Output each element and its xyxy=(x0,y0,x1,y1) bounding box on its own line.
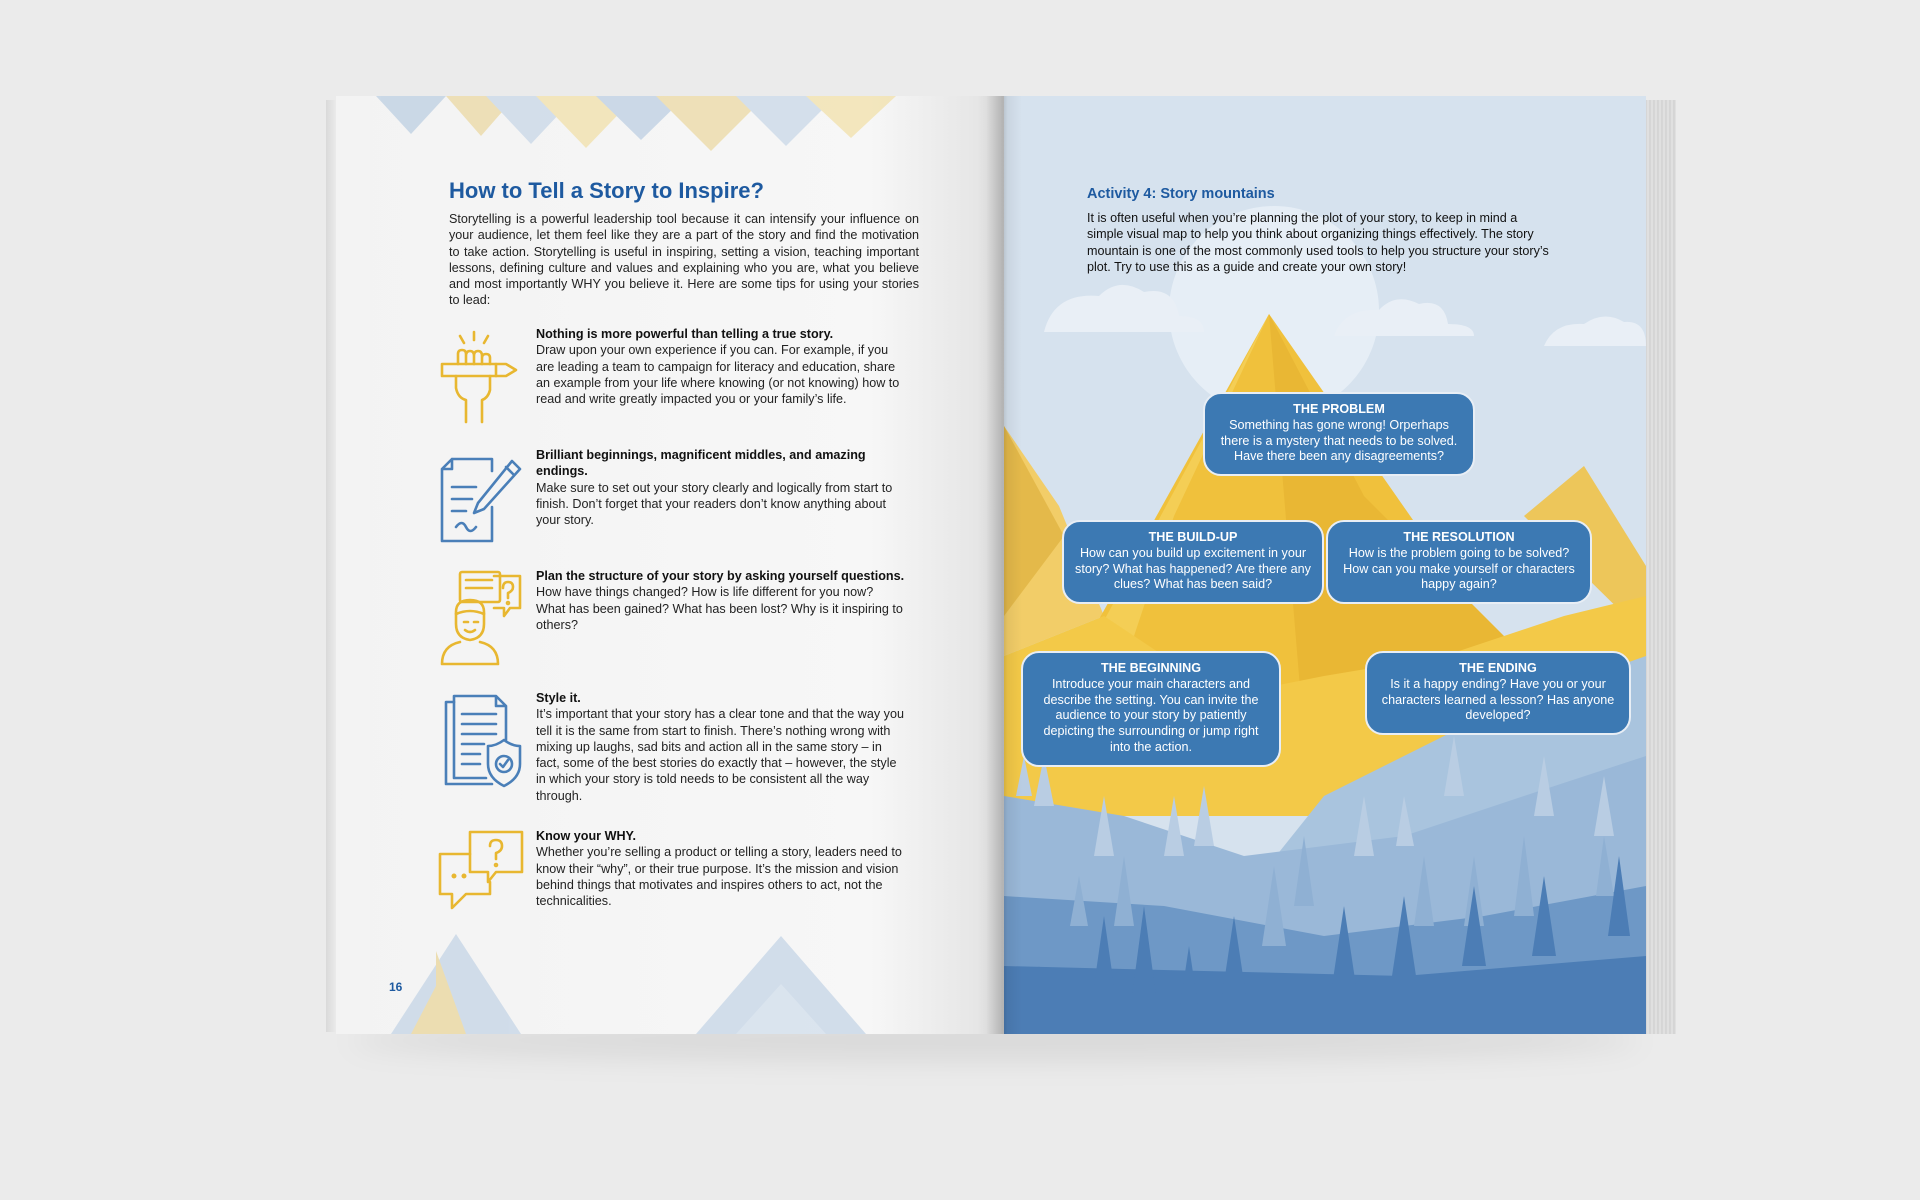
page-title: How to Tell a Story to Inspire? xyxy=(449,178,764,203)
tip-body: How have things changed? How is life different for you now? What has been gained? What has been lost? Why is it inspiring to others? xyxy=(536,585,903,632)
box-the-resolution xyxy=(1326,520,1592,604)
box-body: Introduce your main characters and describe the setting. You can invite the audience to your story by patiently depicting the surrounding or jump right into the action. xyxy=(1043,676,1259,754)
box-body: Is it a happy ending? Have you or your characters learned a lesson? Has anyone developed? xyxy=(1381,676,1615,723)
hand-pencil-icon xyxy=(436,326,526,426)
open-brochure xyxy=(326,96,1676,1034)
box-the-build-up xyxy=(1062,520,1324,604)
page-number: 16 xyxy=(389,980,403,994)
box-heading: THE ENDING xyxy=(1459,661,1537,675)
intro-paragraph: Storytelling is a powerful leadership tool because it can intensify your influence on your audience, let them feel like they are a part of the story and find the motivation to take action. Storytelling is useful in inspiring, setting a vision, teaching important lessons, defining culture and values and explaining who you are, what you believe and most importantly WHY you believe it. Here are some tips for using your stories to lead: xyxy=(449,212,919,308)
activity-intro: It is often useful when you’re planning the plot of your story, to keep in mind a simple visual map to help you think about organizing things effectively. The story mountain is one of the most commonly used tools to help you structure your story’s plot. Try to use this as a guide and create your own story! xyxy=(1087,211,1549,274)
box-body: How can you build up excitement in your story? What has happened? Are there any clues? What has been said? xyxy=(1075,545,1311,592)
tip-body: Whether you’re selling a product or telling a story, leaders need to know their “why”, or their true purpose. It’s the mission and vision behind things that motivates and inspires others to act, not the technicalities. xyxy=(536,845,902,909)
box-the-beginning xyxy=(1021,651,1281,767)
activity-title: Activity 4: Story mountains xyxy=(1087,186,1275,202)
left-page xyxy=(336,96,1004,1034)
box-body: How is the problem going to be solved? How can you make yourself or characters happy again? xyxy=(1343,545,1575,592)
tip-heading: Brilliant beginnings, magnificent middles, and amazing endings. xyxy=(536,448,866,479)
box-the-ending xyxy=(1365,651,1631,735)
tip-heading: Nothing is more powerful than telling a true story. xyxy=(536,327,834,341)
box-body: Something has gone wrong! Orperhaps there is a mystery that needs to be solved. Have there been any disagreements? xyxy=(1220,417,1458,464)
tip-heading: Style it. xyxy=(536,691,581,705)
tip-heading: Know your WHY. xyxy=(536,829,637,843)
right-page xyxy=(1004,96,1646,1034)
box-heading: THE PROBLEM xyxy=(1293,402,1385,416)
box-heading: THE BEGINNING xyxy=(1100,661,1202,675)
chat-question-icon xyxy=(436,828,526,928)
box-the-problem xyxy=(1203,392,1475,476)
tip-body: Make sure to set out your story clearly and logically from start to finish. Don’t forget that your readers don’t know anything about your story. xyxy=(536,480,893,528)
tip-body: Draw upon your own experience if you can. For example, if you are leading a team to campaign for literacy and education, share an example from your life where knowing (or not knowing) how to read and write greatly impacted you or your family’s life. xyxy=(536,343,900,407)
right-page-edges xyxy=(1646,100,1676,1034)
box-heading: THE RESOLUTION xyxy=(1403,530,1515,544)
tip-heading: Plan the structure of your story by asking yourself questions. xyxy=(536,569,905,583)
document-shield-icon xyxy=(436,690,526,790)
document-pencil-icon xyxy=(436,447,526,547)
tip-body: It’s important that your story has a clear tone and that the way you tell it is the same from start to finish. There’s nothing wrong with mixing up laughs, sad bits and action all in the same story – in fact, some of the best stories do exactly that – however, the style in which your story is told needs to be consistent all the way through. xyxy=(536,707,904,803)
box-heading: THE BUILD-UP xyxy=(1148,530,1238,544)
person-question-icon xyxy=(436,568,526,668)
